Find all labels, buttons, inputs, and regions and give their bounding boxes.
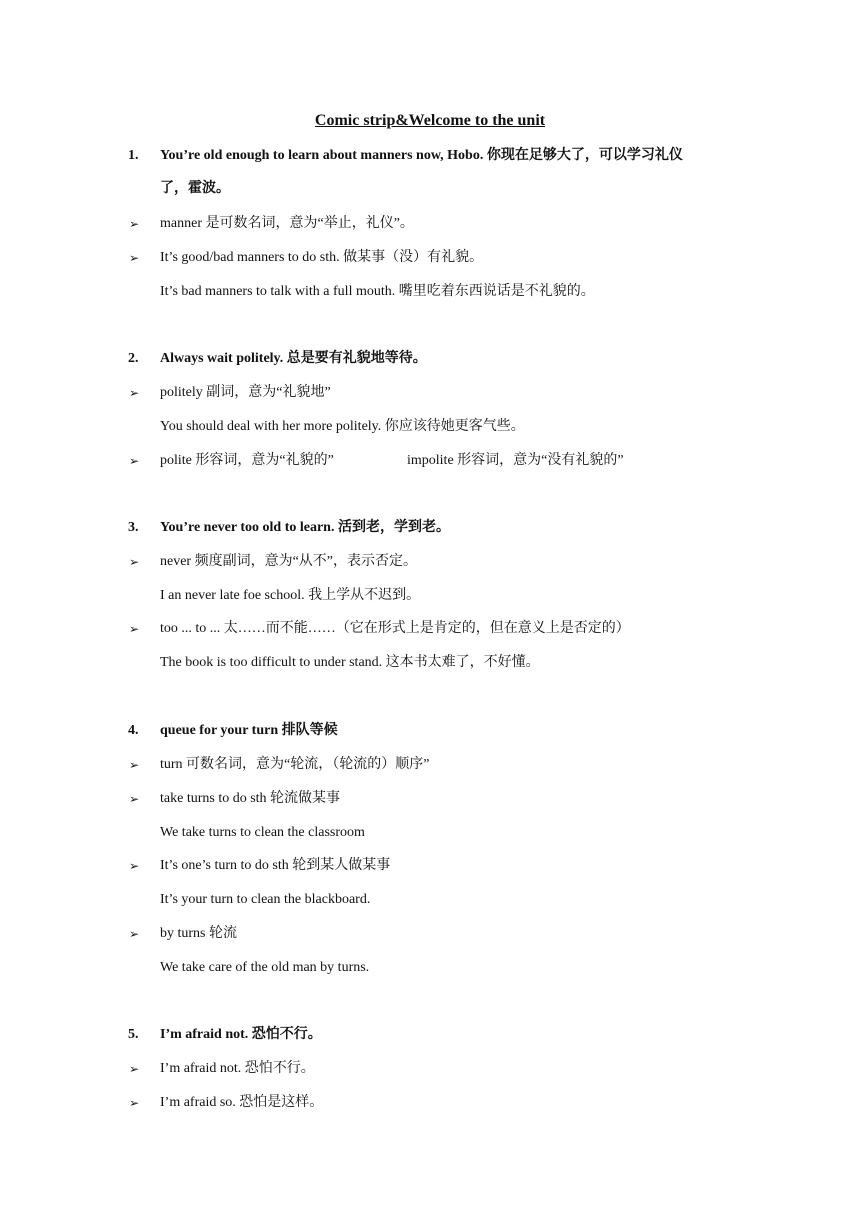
bullet-text: never 频度副词，意为“从不”，表示否定。 — [160, 554, 418, 569]
section-number: 3. — [128, 520, 139, 535]
section-heading: You’re never too old to learn. 活到老，学到老。 — [160, 520, 450, 535]
bullet-text: manner 是可数名词，意为“举止，礼仪”。 — [160, 216, 414, 231]
arrow-bullet-icon: ➢ — [129, 927, 140, 941]
arrow-bullet-icon: ➢ — [129, 454, 140, 468]
example-text: We take turns to clean the classroom — [160, 825, 365, 840]
section-number: 4. — [128, 723, 139, 738]
arrow-bullet-icon: ➢ — [129, 555, 140, 569]
section-heading: I’m afraid not. 恐怕不行。 — [160, 1027, 322, 1042]
arrow-bullet-icon: ➢ — [129, 1096, 140, 1110]
bullet-text: I’m afraid so. 恐怕是这样。 — [160, 1095, 324, 1110]
arrow-bullet-icon: ➢ — [129, 859, 140, 873]
arrow-bullet-icon: ➢ — [129, 217, 140, 231]
example-text: I an never late foe school. 我上学从不迟到。 — [160, 588, 421, 603]
section-number: 1. — [128, 148, 139, 163]
arrow-bullet-icon: ➢ — [129, 758, 140, 772]
section-number: 2. — [128, 351, 139, 366]
arrow-bullet-icon: ➢ — [129, 1062, 140, 1076]
arrow-bullet-icon: ➢ — [129, 251, 140, 265]
bullet-text: politely 副词，意为“礼貌地” — [160, 385, 331, 400]
example-text: You should deal with her more politely. 你应该待她更客气些。 — [160, 419, 525, 434]
section-heading: Always wait politely. 总是要有礼貌地等待。 — [160, 351, 427, 366]
bullet-text: I’m afraid not. 恐怕不行。 — [160, 1061, 315, 1076]
bullet-text: by turns 轮流 — [160, 926, 237, 941]
section-number: 5. — [128, 1027, 139, 1042]
bullet-text: polite 形容词，意为“礼貌的” — [160, 453, 334, 468]
example-text: It’s bad manners to talk with a full mouth. 嘴里吃着东西说话是不礼貌的。 — [160, 284, 595, 299]
page-title: Comic strip&Welcome to the unit — [314, 112, 546, 129]
example-text: We take care of the old man by turns. — [160, 960, 370, 975]
bullet-text: It’s one’s turn to do sth 轮到某人做某事 — [160, 858, 391, 873]
bullet-text: too ... to ... 太……而不能……（它在形式上是肯定的，但在意义上是否定的） — [160, 621, 630, 636]
example-text: The book is too difficult to under stand. 这本书太难了，不好懂。 — [160, 655, 540, 670]
arrow-bullet-icon: ➢ — [129, 622, 140, 636]
bullet-text: turn 可数名词，意为“轮流，（轮流的）顺序” — [160, 757, 430, 772]
bullet-text: It’s good/bad manners to do sth. 做某事（没）有礼貌。 — [160, 250, 484, 265]
section-heading: queue for your turn 排队等候 — [160, 723, 338, 738]
section-heading: You’re old enough to learn about manners now, Hobo. 你现在足够大了，可以学习礼仪 — [160, 148, 683, 163]
arrow-bullet-icon: ➢ — [129, 386, 140, 400]
example-text: It’s your turn to clean the blackboard. — [160, 892, 371, 907]
section-heading-continuation: 了，霍波。 — [160, 181, 230, 196]
bullet-text: take turns to do sth 轮流做某事 — [160, 791, 341, 806]
arrow-bullet-icon: ➢ — [129, 792, 140, 806]
bullet-text-secondary: impolite 形容词，意为“没有礼貌的” — [407, 453, 624, 468]
